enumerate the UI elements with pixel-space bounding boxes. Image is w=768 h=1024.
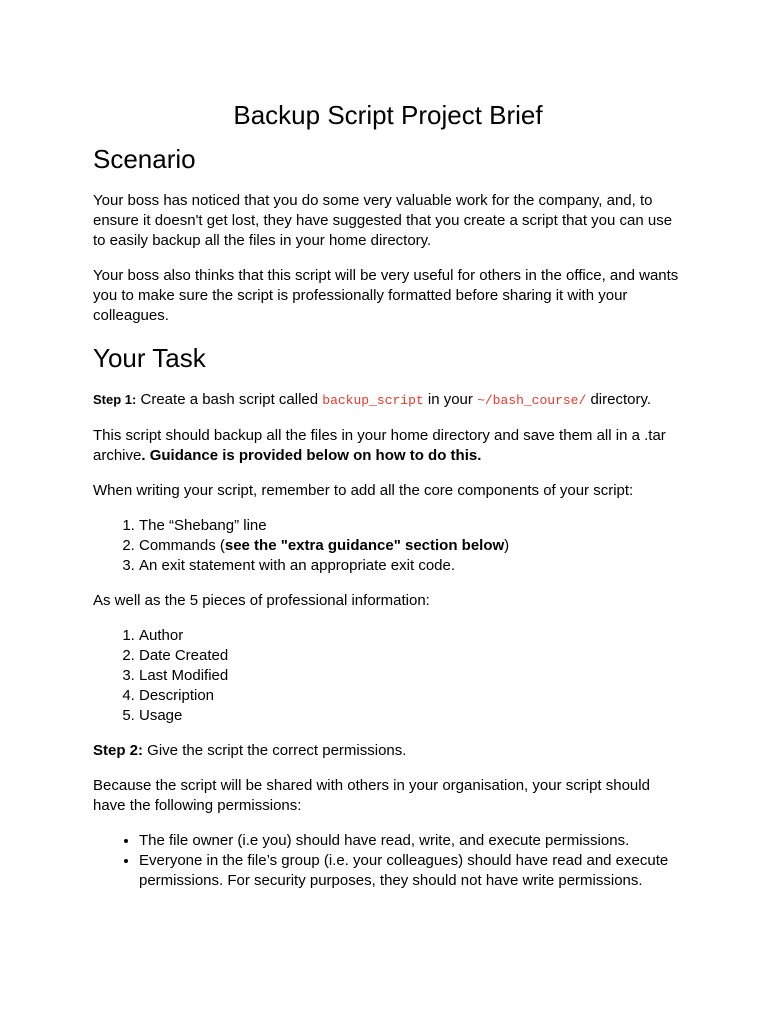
- list-item: • Everyone in the file’s group (i.e. your colleagues) should have read and execute permissions. For security purposes, they should not have write permissions.: [139, 851, 683, 891]
- document-title: Backup Script Project Brief: [233, 100, 543, 130]
- permissions-list: [93, 831, 683, 891]
- scenario-heading: Scenario: [93, 144, 196, 174]
- component-commands-guidance: see the "extra guidance" section below: [224, 537, 505, 554]
- component-shebang: The “Shebang” line: [139, 517, 267, 534]
- backup-text: This script should backup all the files in your home directory and save them all in a .tar archive: [93, 427, 666, 464]
- permissions-paragraph: Because the script will be shared with others in your organisation, your script should have the following permissions:: [93, 777, 650, 814]
- document-page: [93, 98, 683, 906]
- task-heading: Your Task: [93, 343, 206, 373]
- step-1-text-a: Create a bash script called: [136, 391, 323, 408]
- step-1-text-c: directory.: [586, 391, 652, 408]
- component-commands: Commands (: [139, 537, 225, 554]
- step-2-paragraph: [93, 741, 683, 761]
- step-1-paragraph: [93, 390, 683, 411]
- list-item: [139, 516, 683, 536]
- components-paragraph: When writing your script, remember to add all the core components of your script:: [93, 482, 634, 499]
- backup-paragraph: [93, 426, 683, 466]
- step-1-label: Step 1:: [93, 392, 137, 407]
- list-item: 3. Last Modified: [139, 666, 683, 686]
- backup-guidance: . Guidance is provided below on how to do this.: [141, 447, 482, 464]
- step-2-text: Give the script the correct permissions.: [143, 742, 407, 759]
- list-item: 2. Date Created: [139, 646, 683, 666]
- info-list: [93, 626, 683, 726]
- components-list: [93, 516, 683, 576]
- list-item: 5. Usage: [139, 706, 683, 726]
- component-commands-close: ): [504, 537, 510, 554]
- info-paragraph: As well as the 5 pieces of professional information:: [93, 592, 430, 609]
- step-1-code-script: backup_script: [322, 393, 424, 408]
- list-item: [139, 556, 683, 576]
- step-1-text-b: in your: [423, 391, 478, 408]
- scenario-paragraph-1: Your boss has noticed that you do some very valuable work for the company, and, to ensure it doesn't get lost, they have suggested that you create a script that you can use to easily backup all the files in your home directory.: [93, 192, 673, 249]
- step-2-label: Step 2:: [93, 742, 144, 759]
- scenario-paragraph-2: Your boss also thinks that this script will be very useful for others in the office, and wants you to make sure the script is professionally formatted before sharing it with your colleagues.: [93, 267, 679, 324]
- list-item: 4. Description: [139, 686, 683, 706]
- step-1-code-directory: ~/bash_course/: [477, 393, 587, 408]
- list-item: 1. Author: [139, 626, 683, 646]
- list-item: [139, 536, 683, 556]
- component-exit: An exit statement with an appropriate exit code.: [139, 557, 456, 574]
- list-item: • The file owner (i.e you) should have read, write, and execute permissions.: [139, 831, 683, 851]
